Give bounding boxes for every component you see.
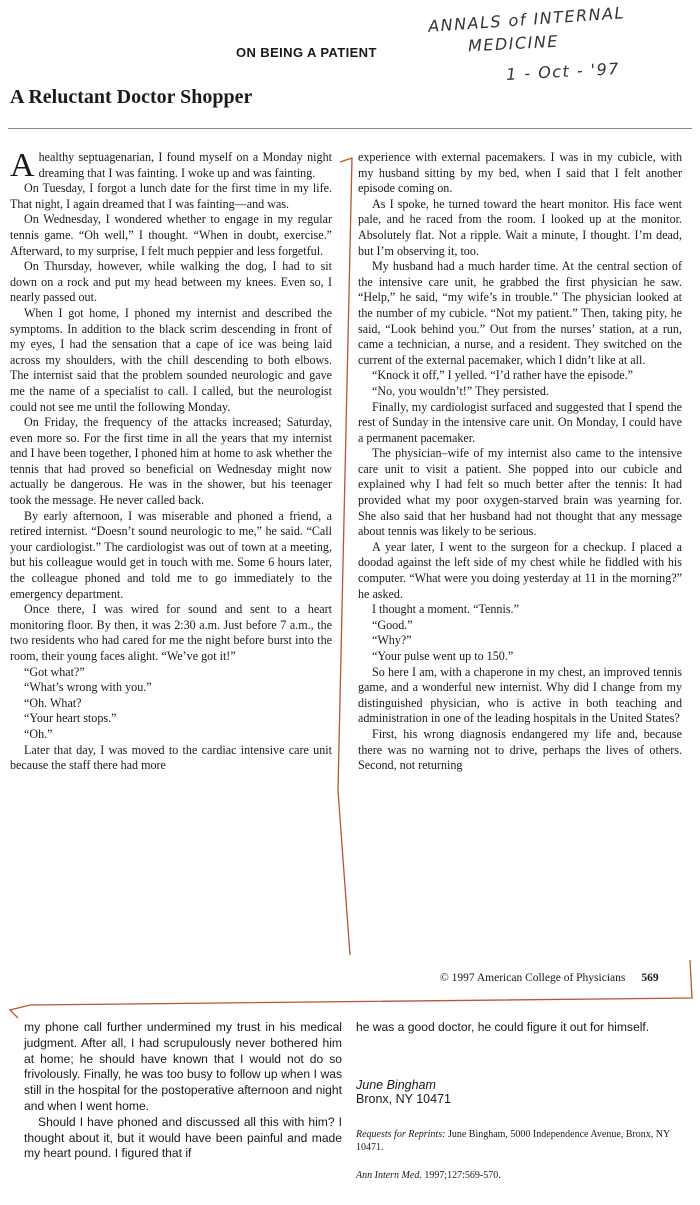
reprint-address: June Bingham, 5000 Independence Avenue, Bronx, NY 10471. bbox=[356, 1129, 670, 1153]
paragraph: On Thursday, however, while walking the dog, I had to sit down on a rock and put my head between my knees. Even so, I nearly passed out. bbox=[10, 259, 332, 305]
column-1 bbox=[10, 147, 332, 774]
paragraph: By early afternoon, I was miserable and phoned a friend, a retired internist. “Doesn’t sound neurologic to me,” he said. “Call your cardiologist.” The cardiologist was out of town at a meeting, but his colleague would get in touch with me. Some 6 hours later, the colleague phoned and told me to go immediately to the emergency department. bbox=[10, 508, 332, 601]
paragraph: So here I am, with a chaperone in my chest, an improved tennis game, and a wonderful new internist. Why did I change from my distinguished physician, who is active in both teaching and administration in one of the leading hospitals in the United States? bbox=[358, 664, 682, 726]
reprint-label: Requests for Reprints: bbox=[356, 1129, 446, 1140]
handwritten-annotation bbox=[410, 4, 695, 86]
dialogue-line: “Your heart stops.” bbox=[24, 711, 117, 726]
paragraph: As I spoke, he turned toward the heart monitor. His face went pale, and he raced from the room. I looked up at the monitor. Absolutely flat. Not a ripple. Wait a minute, I thought. I’m dead, but I’m observing it, too. bbox=[358, 196, 682, 258]
dialogue-line: “Why?” bbox=[372, 633, 412, 648]
paragraph: My husband had a much harder time. At the central section of the intensive care unit, he grabbed the first physician he saw. “Help,” he said, “my wife’s in trouble.” The physician looked at the number of my cubicle. “Not my patient.” Then, taking pity, he said, “Look behind you.” Out from the nurses’ station, at a run, came a technician, a nurse, and a resident. They switched on the current of the external pacemaker, which I didn’t like at all. bbox=[358, 259, 682, 367]
paragraph: “No, you wouldn’t!” They persisted. bbox=[372, 383, 549, 398]
reprint-request bbox=[356, 1128, 676, 1154]
title-rule bbox=[8, 128, 692, 129]
column-4 bbox=[356, 1020, 674, 1036]
paragraph: On Friday, the frequency of the attacks increased; Saturday, even more so. For the first time in all the years that my internist and I have been together, I phoned him at home to ask whether the tennis that had proved so beneficial on Wednesday might now actually be dangerous. He was in the shower, but his teenager took the message. He never called back. bbox=[10, 415, 332, 508]
paragraph: Once there, I was wired for sound and sent to a heart monitoring floor. By then, it was 2:30 a.m. Just before 7 a.m., the two residents who had cared for me the night before burst into the room, their young faces alight. “We’ve got it!” bbox=[10, 602, 332, 663]
paragraph: Should I have phoned and discussed all this with him? I thought about it, but it would have been painful and made my heart pound. I figured that if bbox=[24, 1114, 342, 1161]
copyright: © 1997 American College of Physicians bbox=[440, 972, 626, 984]
dialogue-line: “Oh. What? bbox=[24, 695, 82, 710]
paragraph: my phone call further undermined my trust in his medical judgment. After all, I had scrupulously never bothered him at home; he should have known that I would not do so frivolously. Finally, he was too busy to follow up when I was still in the hospital for the postoperative afternoon and night and when I went home. bbox=[24, 1020, 342, 1113]
dialogue-line: “Got what?” bbox=[24, 664, 85, 679]
paragraph: First, his wrong diagnosis endangered my life and, because there was no warning not to drive, perhaps the lives of others. Second, not returning bbox=[358, 726, 682, 773]
paragraph: The physician–wife of my internist also came to the intensive care unit to visit a patient. She popped into our cubicle and explained why I had felt so much better after the tennis: It had provided what my poor oxygen-starved brain was yearning for. She also said that her husband had not thought that any message about tennis was likely to be serious. bbox=[358, 446, 682, 539]
handwritten-journal: ANNALS of INTERNAL bbox=[427, 3, 626, 36]
section-label: ON BEING A PATIENT bbox=[236, 45, 377, 60]
author-name: June Bingham bbox=[356, 1078, 436, 1092]
paragraph: “Knock it off,” I yelled. “I’d rather have the episode.” bbox=[372, 368, 634, 383]
citation-ref: 1997;127:569-570. bbox=[424, 1170, 501, 1181]
citation-journal: Ann Intern Med. bbox=[356, 1170, 422, 1181]
author-signature bbox=[356, 1078, 451, 1106]
author-location: Bronx, NY 10471 bbox=[356, 1092, 451, 1106]
paragraph: On Wednesday, I wondered whether to engage in my regular tennis game. “Oh well,” I thought. “When in doubt, exercise.” Afterward, to my surprise, I felt much peppier and less forgetful. bbox=[10, 212, 332, 258]
column-2 bbox=[358, 150, 682, 774]
paragraph: Finally, my cardiologist surfaced and suggested that I spend the rest of Sunday in the intensive care unit. On Monday, I could have a permanent pacemaker. bbox=[358, 399, 682, 445]
dialogue-line: “Oh.” bbox=[24, 726, 53, 741]
article-title: A Reluctant Doctor Shopper bbox=[10, 86, 253, 108]
paragraph: experience with external pacemakers. I was in my cubicle, with my husband sitting by my bed, when I said that I felt another episode coming on. bbox=[358, 150, 682, 196]
paragraph: he was a good doctor, he could figure it out for himself. bbox=[356, 1020, 650, 1034]
column-3 bbox=[24, 1020, 342, 1162]
dialogue-line: I thought a moment. “Tennis.” bbox=[372, 602, 519, 617]
paragraph: On Tuesday, I forgot a lunch date for the first time in my life. That night, I again dreamed that I was fainting—and was. bbox=[10, 181, 332, 211]
handwritten-date: 1 - Oct - '97 bbox=[505, 59, 621, 84]
paragraph: A year later, I went to the surgeon for a checkup. I placed a doodad against the left side of my chest while he fiddled with his computer. “What were you doing yesterday at 11 in the morning?” he asked. bbox=[358, 539, 682, 601]
dialogue-line: “Your pulse went up to 150.” bbox=[372, 649, 514, 663]
dialogue-line: “Good.” bbox=[372, 617, 413, 632]
copyright-line bbox=[440, 972, 659, 984]
paragraph: When I got home, I phoned my internist and described the symptoms. In addition to the black scrim descending in front of my eyes, I had the sensation that a cape of ice was being laid across my shoulders, with the chill descending to both elbows. The internist said that the problem sounded neurologic and gave me the name of a specialist to call. I called, but the neurologist could not see me until the following Monday. bbox=[10, 305, 332, 414]
dialogue-line: “What’s wrong with you.” bbox=[24, 680, 152, 695]
paragraph: Later that day, I was moved to the cardiac intensive care unit because the staff there had more bbox=[10, 742, 332, 773]
page-number: 569 bbox=[641, 972, 659, 984]
handwritten-journal-2: MEDICINE bbox=[467, 31, 560, 56]
citation bbox=[356, 1170, 501, 1181]
drop-cap: A bbox=[10, 147, 35, 184]
paragraph: Ahealthy septuagenarian, I found myself on a Monday night dreaming that I was fainting. I woke up and was fainting. bbox=[10, 147, 332, 184]
